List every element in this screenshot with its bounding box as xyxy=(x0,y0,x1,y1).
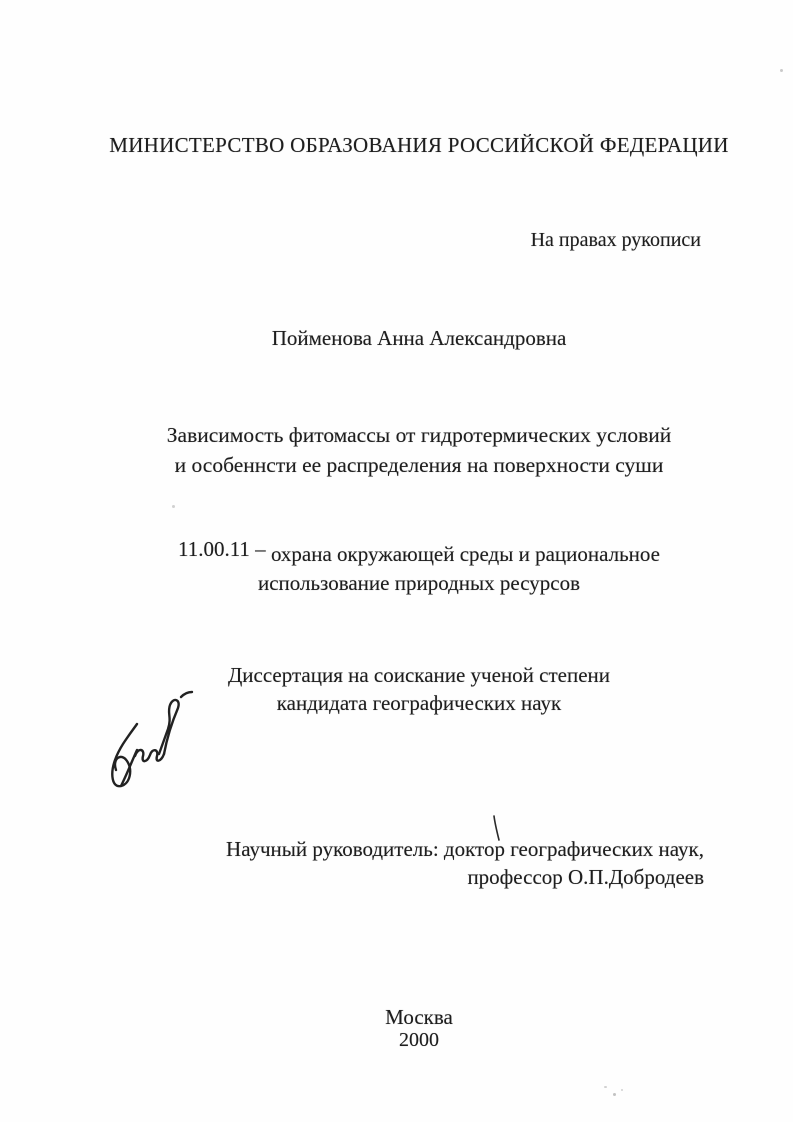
dissertation-title xyxy=(45,420,793,480)
supervisor-line2: профессор О.П.Добродеев xyxy=(467,865,704,889)
year-label: 2000 xyxy=(399,1029,439,1051)
scan-speck xyxy=(780,69,783,72)
specialty-line1 xyxy=(45,537,793,569)
dissertation-title-line2: и особеннсти ее распределения на поверхности суши xyxy=(174,453,664,477)
scan-speck xyxy=(613,1093,616,1096)
stray-pen-mark xyxy=(490,814,502,842)
handwritten-signature xyxy=(104,684,196,798)
city-label: Москва xyxy=(385,1005,453,1029)
ministry-heading: МИНИСТЕРСТВО ОБРАЗОВАНИЯ РОССИЙСКОЙ ФЕДЕРАЦИИ xyxy=(109,133,729,157)
specialty-code: 11.00.11 – xyxy=(177,537,266,561)
scan-speck xyxy=(172,505,175,508)
specialty-name-part2: использование природных ресурсов xyxy=(257,571,581,595)
thesis-statement-line1: Диссертация на соискание ученой степени xyxy=(227,663,611,687)
scan-speck xyxy=(604,1086,607,1088)
thesis-statement-line2: кандидата географических наук xyxy=(276,691,562,715)
specialty-block xyxy=(45,537,793,598)
supervisor-line1: Научный руководитель: доктор географических наук, xyxy=(226,837,704,861)
specialty-name-part1: охрана окружающей среды и рациональное xyxy=(270,542,661,566)
supervisor-block xyxy=(226,835,704,891)
dissertation-title-line1: Зависимость фитомассы от гидротермических условий xyxy=(166,423,672,447)
scan-speck xyxy=(621,1089,623,1091)
author-name: Пойменова Анна Александровна xyxy=(271,326,567,350)
manuscript-rights-note: На правах рукописи xyxy=(530,229,701,251)
